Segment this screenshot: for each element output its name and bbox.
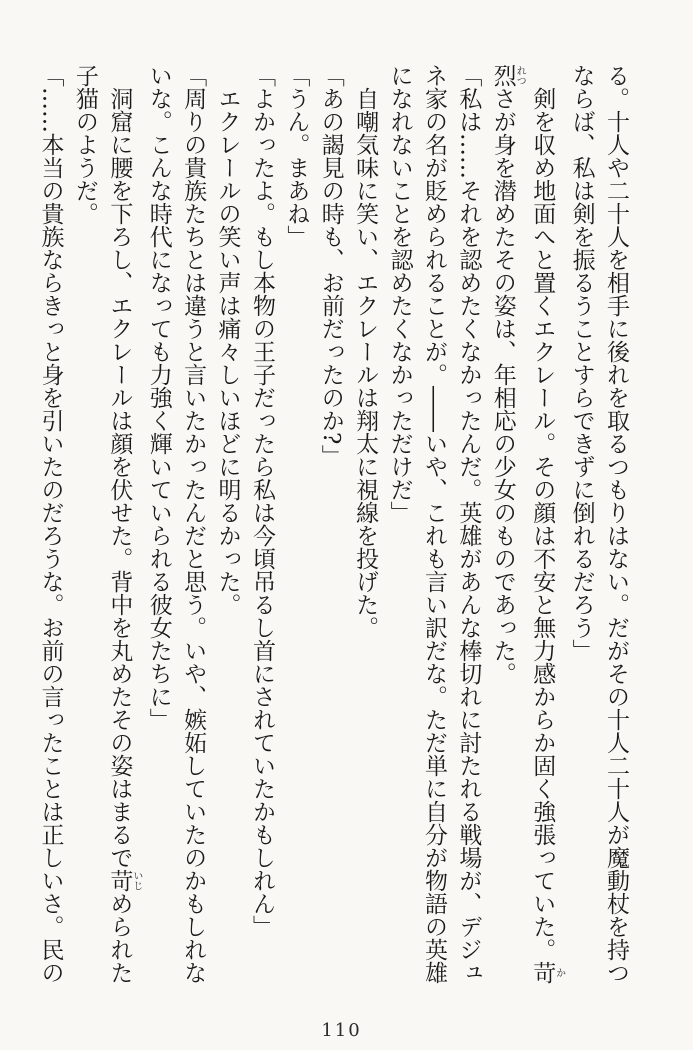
text-run: 「よかったよ。もし本物の王子だったら私は今頃吊るし首にされていたかもしれん」 bbox=[248, 64, 275, 938]
vertical-text-block bbox=[33, 64, 633, 989]
text-run: 「周りの貴族たちとは違うと言いたかったんだと思う。いや、嫉妬していたのかもしれな bbox=[180, 64, 207, 984]
text-line-9 bbox=[313, 64, 347, 989]
text-line-12 bbox=[210, 64, 244, 989]
text-line-7 bbox=[382, 64, 416, 989]
page-footer bbox=[0, 1020, 683, 1041]
text-line-10 bbox=[279, 64, 313, 989]
text-line-8 bbox=[348, 64, 382, 989]
text-line-16 bbox=[68, 64, 102, 989]
text-run: 「私は……それを認めたくなかったんだ。英雄があんな棒切れに討たれる戦場が、デジュ bbox=[455, 64, 482, 984]
text-run: められた bbox=[106, 892, 133, 984]
text-line-5 bbox=[451, 64, 485, 989]
text-run: 洞窟に腰を下ろし、エクレールは顔を伏せた。背中を丸めたその姿はまるで bbox=[106, 64, 133, 869]
text-line-11 bbox=[245, 64, 279, 989]
text-line-4 bbox=[485, 64, 524, 989]
text-line-14 bbox=[141, 64, 175, 989]
text-run: る。十人や二十人を相手に後れを取るつもりはない。だがその十人二十人が魔動杖を持つ bbox=[603, 64, 629, 984]
text-line-17 bbox=[33, 64, 67, 989]
text-line-15 bbox=[102, 64, 141, 989]
text-run: 自嘲気味に笑い、エクレールは翔太に視線を投げた。 bbox=[352, 64, 379, 639]
furigana-text: れつ bbox=[514, 64, 526, 87]
text-run: さが身を潜めたその姿は、年相応の少女のものであった。 bbox=[489, 87, 516, 685]
text-run: 「うん。まあね」 bbox=[283, 64, 310, 248]
text-line-2 bbox=[564, 64, 598, 989]
text-run: 「あの謁見の時も、お前だったのか?」 bbox=[317, 64, 344, 468]
text-line-3 bbox=[525, 64, 564, 989]
text-line-6 bbox=[417, 64, 451, 989]
page-number: 110 bbox=[321, 1020, 362, 1041]
text-run: 剣を収め地面へと置くエクレール。その顔は不安と無力感からか固く強張っていた。 bbox=[529, 64, 556, 961]
text-run: 子猫のようだ。 bbox=[71, 64, 98, 225]
furigana-annotated-char: 苛いじ bbox=[106, 869, 142, 892]
text-run: ならば、私は剣を振るうことすらできずに倒れるだろう」 bbox=[568, 64, 595, 662]
text-line-1 bbox=[599, 64, 633, 989]
text-run: いな。こんな時代になっても力強く輝いていられる彼女たちに」 bbox=[145, 64, 172, 731]
furigana-text: か bbox=[553, 961, 565, 984]
text-run: エクレールの笑い声は痛々しいほどに明るかった。 bbox=[214, 64, 241, 616]
text-run: ネ家の名が貶められることが。――いや、これも言い訳だな。ただ単に自分が物語の英雄 bbox=[420, 64, 447, 984]
furigana-annotated-char: 烈れつ bbox=[489, 64, 526, 87]
furigana-annotated-char: 苛か bbox=[529, 961, 565, 984]
furigana-text: いじ bbox=[130, 869, 142, 892]
text-run: 「……本当の貴族ならきっと身を引いたのだろうな。お前の言ったことは正しいさ。民の bbox=[37, 64, 64, 984]
text-line-13 bbox=[176, 64, 210, 989]
text-run: になれないことを認めたくなかっただけだ」 bbox=[386, 64, 413, 524]
